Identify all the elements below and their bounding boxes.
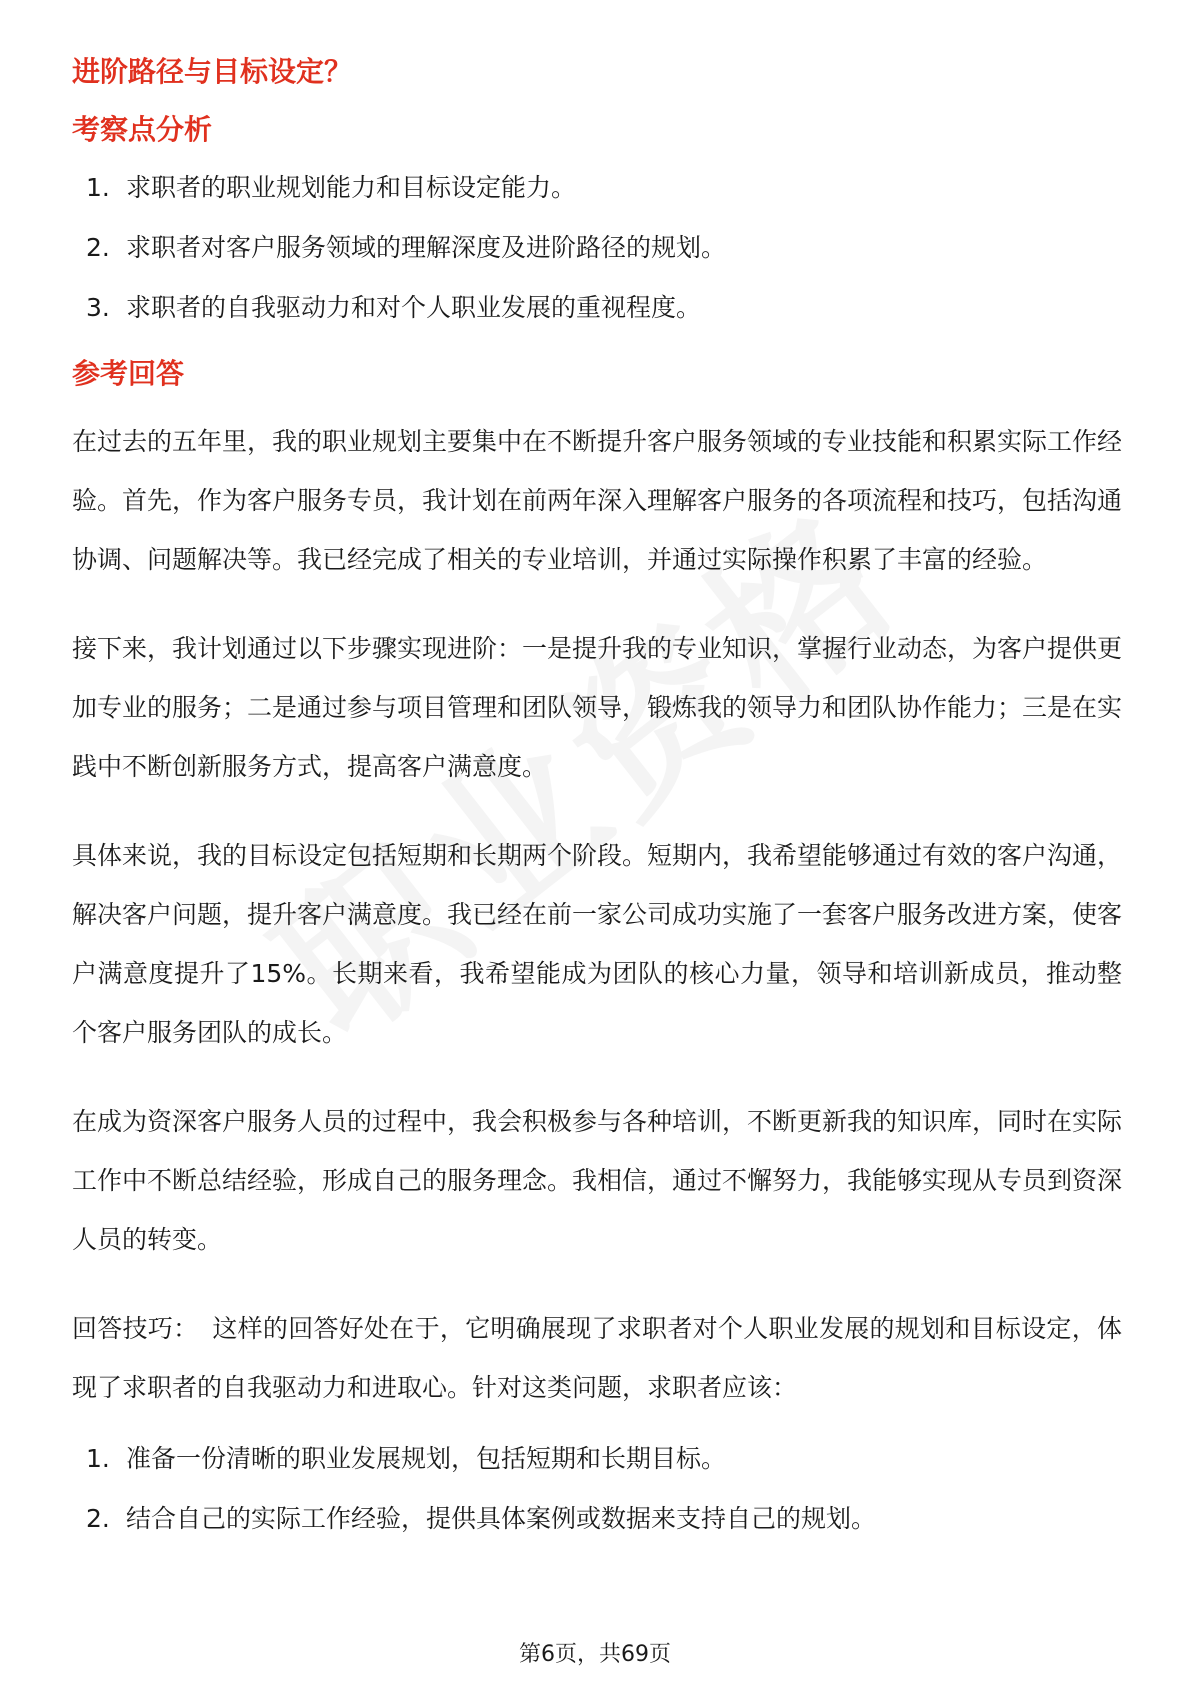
analysis-list [72,168,1122,328]
tips-list [72,1439,1122,1539]
list-item [72,1499,1122,1539]
list-item-number: 1. [86,173,110,202]
answer-paragraph: 具体来说，我的目标设定包括短期和长期两个阶段。短期内，我希望能够通过有效的客户沟通，解决客户问题，提升客户满意度。我已经在前一家公司成功实施了一套客户服务改进方案，使客户满意度提升了15%。长期来看，我希望能成为团队的核心力量，领导和培训新成员，推动整个客户服务团队的成长。 [72,841,1123,1047]
list-item-number: 2. [86,233,110,262]
tips-paragraph [72,1299,1122,1417]
answer-paragraph: 在成为资深客户服务人员的过程中，我会积极参与各种培训，不断更新我的知识库，同时在实际工作中不断总结经验，形成自己的服务理念。我相信，通过不懈努力，我能够实现从专员到资深人员的转变。 [72,1107,1123,1254]
question-title: 进阶路径与目标设定？ [72,55,353,88]
tips-text: 这样的回答好处在于，它明确展现了求职者对个人职业发展的规划和目标设定，体现了求职者的自我驱动力和进取心。针对这类问题，求职者应该： [72,1314,1122,1402]
list-item-number: 3. [86,293,110,322]
list-item [72,228,1122,268]
answer-paragraph: 在过去的五年里，我的职业规划主要集中在不断提升客户服务领域的专业技能和积累实际工作经验。首先，作为客户服务专员，我计划在前两年深入理解客户服务的各项流程和技巧，包括沟通协调、问题解决等。我已经完成了相关的专业培训，并通过实际操作积累了丰富的经验。 [72,427,1123,574]
analysis-heading: 考察点分析 [72,113,213,146]
list-item-text: 求职者对客户服务领域的理解深度及进阶路径的规划。 [126,233,727,262]
page-number: 第6页，共69页 [519,1642,671,1667]
list-item-text: 结合自己的实际工作经验，提供具体案例或数据来支持自己的规划。 [126,1504,877,1533]
answer-heading: 参考回答 [72,357,185,390]
tips-label: 回答技巧： [72,1314,199,1343]
answer-paragraph: 接下来，我计划通过以下步骤实现进阶：一是提升我的专业知识，掌握行业动态，为客户提供更加专业的服务；二是通过参与项目管理和团队领导，锻炼我的领导力和团队协作能力；三是在实践中不断创新服务方式，提高客户满意度。 [72,634,1123,781]
list-item-text: 求职者的自我驱动力和对个人职业发展的重视程度。 [126,293,702,322]
list-item-number: 1. [86,1444,110,1473]
list-item-text: 准备一份清晰的职业发展规划，包括短期和长期目标。 [126,1444,727,1473]
list-item-number: 2. [86,1504,110,1533]
list-item [72,288,1122,328]
list-item [72,1439,1122,1479]
page-content [72,52,1122,1565]
list-item-text: 求职者的职业规划能力和目标设定能力。 [126,173,577,202]
list-item [72,168,1122,208]
